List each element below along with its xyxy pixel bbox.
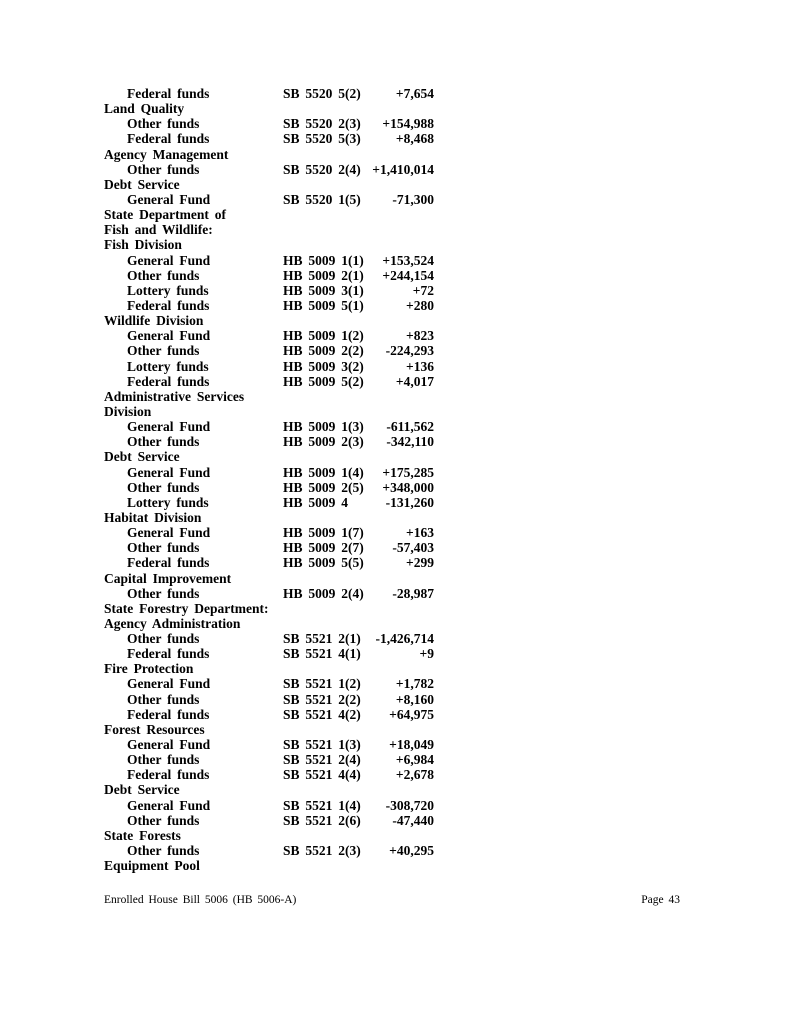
table-row [104, 525, 434, 540]
row-values [283, 540, 434, 555]
section-label: Agency Administration [104, 615, 241, 631]
section-header-row [104, 389, 434, 404]
section-header-row [104, 661, 434, 676]
adjustment-amount: +8,468 [395, 131, 434, 147]
row-values [283, 86, 434, 101]
adjustment-amount: +1,782 [395, 676, 434, 692]
table-row [104, 586, 434, 601]
fund-type-label: Other funds [127, 843, 200, 859]
fund-type-label: Other funds [127, 479, 200, 495]
bill-reference: HB 5009 5(1) [283, 297, 364, 313]
bill-reference: SB 5521 2(3) [283, 843, 361, 859]
bill-reference: HB 5009 1(2) [283, 328, 364, 344]
footer-bill-title: Enrolled House Bill 5006 (HB 5006-A) [104, 894, 297, 906]
adjustment-amount: +2,678 [395, 767, 434, 783]
adjustment-amount: +6,984 [395, 752, 434, 768]
bill-reference: HB 5009 3(1) [283, 282, 364, 298]
section-label: Division [104, 403, 152, 419]
adjustment-amount: +4,017 [395, 373, 434, 389]
row-values [283, 268, 434, 283]
row-values [283, 722, 434, 737]
row-values [283, 404, 434, 419]
row-values [283, 843, 434, 858]
fund-type-label: Lottery funds [127, 282, 209, 298]
row-values [283, 813, 434, 828]
row-values [283, 555, 434, 570]
section-label: State Forestry Department: [104, 600, 269, 616]
section-header-row [104, 207, 434, 222]
fund-type-label: Other funds [127, 343, 200, 359]
table-row [104, 676, 434, 691]
section-header-row [104, 858, 434, 873]
adjustment-amount: +175,285 [382, 464, 434, 480]
table-row [104, 631, 434, 646]
section-label: State Department of [104, 207, 226, 223]
adjustment-amount: +40,295 [389, 843, 434, 859]
table-row [104, 767, 434, 782]
section-label: Fire Protection [104, 661, 194, 677]
fund-type-label: General Fund [127, 525, 211, 541]
adjustment-amount: +163 [406, 525, 434, 541]
adjustment-amount: +18,049 [389, 737, 434, 753]
row-values [283, 782, 434, 797]
row-values [283, 147, 434, 162]
table-row [104, 480, 434, 495]
table-row [104, 692, 434, 707]
fund-type-label: Federal funds [127, 373, 210, 389]
adjustment-amount: +136 [406, 358, 434, 374]
row-values [283, 510, 434, 525]
section-label: Debt Service [104, 449, 180, 465]
fund-type-label: General Fund [127, 797, 211, 813]
table-row [104, 131, 434, 146]
table-row [104, 495, 434, 510]
fund-type-label: Lottery funds [127, 494, 209, 510]
table-row [104, 283, 434, 298]
row-values [283, 101, 434, 116]
table-row [104, 540, 434, 555]
row-values [283, 571, 434, 586]
section-label: Habitat Division [104, 509, 202, 525]
row-values [283, 465, 434, 480]
table-row [104, 116, 434, 131]
adjustment-amount: -611,562 [386, 419, 434, 435]
row-values [283, 737, 434, 752]
section-header-row [104, 449, 434, 464]
row-values [283, 631, 434, 646]
adjustment-amount: -131,260 [385, 494, 434, 510]
adjustment-amount: -28,987 [392, 585, 434, 601]
bill-reference: HB 5009 5(2) [283, 373, 364, 389]
fund-type-label: Other funds [127, 585, 200, 601]
adjustment-amount: -71,300 [392, 191, 434, 207]
row-values [283, 692, 434, 707]
row-values [283, 661, 434, 676]
row-values [283, 253, 434, 268]
table-row [104, 707, 434, 722]
fund-type-label: Other funds [127, 116, 200, 132]
bill-reference: SB 5521 1(2) [283, 676, 361, 692]
table-row [104, 192, 434, 207]
section-label: Fish Division [104, 237, 182, 253]
table-row [104, 843, 434, 858]
table-row [104, 555, 434, 570]
table-row [104, 162, 434, 177]
bill-reference: HB 5009 2(2) [283, 343, 364, 359]
fund-type-label: Other funds [127, 752, 200, 768]
row-values [283, 116, 434, 131]
adjustment-amount: +9 [419, 646, 434, 662]
fund-type-label: Federal funds [127, 131, 210, 147]
row-values [283, 192, 434, 207]
bill-reference: HB 5009 5(5) [283, 555, 364, 571]
section-header-row [104, 177, 434, 192]
bill-reference: HB 5009 4 [283, 494, 349, 510]
row-values [283, 207, 434, 222]
section-header-row [104, 101, 434, 116]
bill-reference: SB 5520 5(2) [283, 86, 361, 101]
adjustment-amount: -308,720 [385, 797, 434, 813]
bill-reference: HB 5009 2(1) [283, 267, 364, 283]
table-row [104, 268, 434, 283]
adjustment-amount: +299 [406, 555, 434, 571]
bill-reference: HB 5009 2(3) [283, 434, 364, 450]
table-row [104, 419, 434, 434]
bill-reference: HB 5009 1(7) [283, 525, 364, 541]
bill-reference: SB 5520 1(5) [283, 191, 361, 207]
row-values [283, 343, 434, 358]
table-row [104, 374, 434, 389]
bill-reference: SB 5520 2(3) [283, 116, 361, 132]
bill-reference: SB 5520 5(3) [283, 131, 361, 147]
table-row [104, 298, 434, 313]
footer-page-number: Page 43 [641, 894, 680, 906]
row-values [283, 480, 434, 495]
bill-reference: SB 5521 1(3) [283, 737, 361, 753]
bill-reference: HB 5009 2(4) [283, 585, 364, 601]
row-values [283, 177, 434, 192]
fund-type-label: Lottery funds [127, 358, 209, 374]
fund-type-label: General Fund [127, 676, 211, 692]
fund-type-label: General Fund [127, 328, 211, 344]
section-header-row [104, 147, 434, 162]
section-header-row [104, 722, 434, 737]
table-row [104, 752, 434, 767]
fund-type-label: Federal funds [127, 646, 210, 662]
fund-type-label: General Fund [127, 419, 211, 435]
table-row [104, 737, 434, 752]
section-label: Debt Service [104, 782, 180, 798]
bill-reference: SB 5521 2(2) [283, 691, 361, 707]
row-values [283, 828, 434, 843]
adjustment-amount: +823 [406, 328, 434, 344]
adjustment-amount: +244,154 [382, 267, 434, 283]
row-values [283, 798, 434, 813]
row-values [283, 389, 434, 404]
row-values [283, 676, 434, 691]
adjustment-amount: +280 [406, 297, 434, 313]
section-label: Fish and Wildlife: [104, 222, 213, 238]
table-row [104, 813, 434, 828]
row-values [283, 374, 434, 389]
fund-type-label: Federal funds [127, 297, 210, 313]
table-row [104, 465, 434, 480]
bill-reference: SB 5520 2(4) [283, 161, 361, 177]
bill-reference: SB 5521 1(4) [283, 797, 361, 813]
section-label: Administrative Services [104, 388, 245, 404]
row-values [283, 131, 434, 146]
section-label: Debt Service [104, 176, 180, 192]
bill-reference: SB 5521 4(2) [283, 706, 361, 722]
bill-reference: SB 5521 2(1) [283, 631, 361, 647]
row-values [283, 162, 434, 177]
section-header-row [104, 571, 434, 586]
fund-type-label: Other funds [127, 540, 200, 556]
section-header-row [104, 601, 434, 616]
row-values [283, 616, 434, 631]
row-values [283, 707, 434, 722]
section-label: Equipment Pool [104, 858, 200, 874]
row-values [283, 222, 434, 237]
bill-reference: HB 5009 2(7) [283, 540, 364, 556]
table-row [104, 253, 434, 268]
adjustment-amount: -342,110 [386, 434, 434, 450]
row-values [283, 752, 434, 767]
adjustment-amount: -57,403 [392, 540, 434, 556]
row-values [283, 237, 434, 252]
bill-reference: HB 5009 1(1) [283, 252, 364, 268]
table-row [104, 86, 434, 101]
bill-reference: HB 5009 1(3) [283, 419, 364, 435]
fund-type-label: Federal funds [127, 555, 210, 571]
adjustment-amount: +153,524 [382, 252, 434, 268]
bill-reference: HB 5009 2(5) [283, 479, 364, 495]
adjustment-amount: -224,293 [385, 343, 434, 359]
fund-type-label: Federal funds [127, 86, 210, 101]
section-label: Wildlife Division [104, 313, 204, 329]
fund-type-label: Other funds [127, 691, 200, 707]
bill-reference: HB 5009 1(4) [283, 464, 364, 480]
row-values [283, 767, 434, 782]
section-label: Land Quality [104, 101, 185, 117]
section-header-row [104, 237, 434, 252]
bill-reference: SB 5521 2(4) [283, 752, 361, 768]
fund-type-label: General Fund [127, 464, 211, 480]
row-values [283, 495, 434, 510]
table-row [104, 343, 434, 358]
row-values [283, 359, 434, 374]
fund-type-label: General Fund [127, 191, 211, 207]
row-values [283, 586, 434, 601]
bill-reference: SB 5521 4(1) [283, 646, 361, 662]
bill-reference: SB 5521 4(4) [283, 767, 361, 783]
fund-type-label: Other funds [127, 812, 200, 828]
section-header-row [104, 404, 434, 419]
bill-reference: SB 5521 2(6) [283, 812, 361, 828]
fund-type-label: Other funds [127, 161, 200, 177]
adjustment-amount: +154,988 [382, 116, 434, 132]
section-label: Forest Resources [104, 721, 205, 737]
row-values [283, 298, 434, 313]
row-values [283, 525, 434, 540]
adjustment-amount: -1,426,714 [375, 631, 434, 647]
table-row [104, 434, 434, 449]
fund-type-label: Other funds [127, 434, 200, 450]
section-header-row [104, 828, 434, 843]
page-footer [104, 893, 680, 907]
fund-type-label: General Fund [127, 252, 211, 268]
row-values [283, 328, 434, 343]
section-header-row [104, 616, 434, 631]
row-values [283, 601, 434, 616]
row-values [283, 419, 434, 434]
table-row [104, 646, 434, 661]
fund-type-label: Other funds [127, 631, 200, 647]
section-header-row [104, 313, 434, 328]
adjustment-amount: +64,975 [389, 706, 434, 722]
row-values [283, 434, 434, 449]
table-row [104, 328, 434, 343]
budget-line-items [104, 86, 434, 873]
fund-type-label: Federal funds [127, 706, 210, 722]
adjustment-amount: +72 [412, 282, 434, 298]
section-header-row [104, 782, 434, 797]
adjustment-amount: +348,000 [382, 479, 434, 495]
fund-type-label: Federal funds [127, 767, 210, 783]
bill-reference: HB 5009 3(2) [283, 358, 364, 374]
row-values [283, 283, 434, 298]
row-values [283, 313, 434, 328]
section-label: State Forests [104, 827, 181, 843]
table-row [104, 359, 434, 374]
section-header-row [104, 510, 434, 525]
section-label: Agency Management [104, 146, 229, 162]
table-row [104, 798, 434, 813]
section-label: Capital Improvement [104, 570, 232, 586]
row-values [283, 858, 434, 873]
adjustment-amount: +1,410,014 [372, 161, 434, 177]
row-values [283, 646, 434, 661]
adjustment-amount: -47,440 [392, 812, 434, 828]
adjustment-amount: +8,160 [395, 691, 434, 707]
fund-type-label: General Fund [127, 737, 211, 753]
adjustment-amount: +7,654 [395, 86, 434, 101]
row-values [283, 449, 434, 464]
section-header-row [104, 222, 434, 237]
fund-type-label: Other funds [127, 267, 200, 283]
